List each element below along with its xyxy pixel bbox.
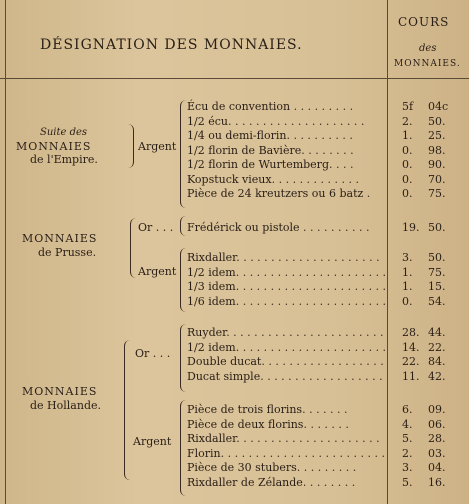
- rate-francs: 0.: [402, 187, 413, 200]
- rate-francs: 11.: [402, 369, 420, 383]
- metal-label-or: Or . . .: [135, 347, 171, 360]
- brace: [180, 100, 186, 208]
- coin-label: Rixdaller: [187, 432, 237, 445]
- coin-label: 1/2 florin de Wurtemberg: [187, 158, 329, 171]
- coin-label: 1/2 florin de Bavière: [187, 143, 302, 157]
- coin-name: [187, 222, 369, 233]
- rate-francs: 5f: [402, 100, 414, 113]
- coin-name: [187, 342, 386, 353]
- rate-centimes: 50.: [428, 221, 446, 234]
- leader-dots: . . . . . . .: [302, 403, 348, 416]
- coin-name: [187, 404, 348, 415]
- coin-label: Frédérick ou pistole: [187, 221, 300, 234]
- brace: [180, 248, 186, 312]
- monnaies-header: MONNAIES.: [394, 59, 461, 69]
- coin-label: Pièce de trois florins: [187, 403, 303, 416]
- leader-dots: . . . . . . . .: [301, 143, 354, 157]
- leader-dots: . . . . . . . . . . . . . . . . . . . . . .: [235, 265, 387, 279]
- leader-dots: . . . . . . . . . .: [286, 129, 353, 142]
- brace: [128, 124, 134, 168]
- leader-dots: . . . . . . . . . . . . . . . . . . . . . . . .: [220, 446, 385, 460]
- rate-francs: 1.: [402, 129, 413, 142]
- rate-francs: 14.: [402, 340, 420, 354]
- rate-francs: 22.: [402, 355, 420, 368]
- rate-francs: 5.: [402, 475, 413, 489]
- section-title-line: MONNAIES: [22, 232, 98, 245]
- coin-label: 1/4 ou demi-florin: [187, 129, 287, 142]
- rate-centimes: 84.: [428, 355, 446, 368]
- coin-label: 1/3 idem: [187, 280, 236, 293]
- rate-centimes: 90.: [428, 158, 446, 171]
- coin-name: [187, 116, 364, 127]
- coin-name: [187, 448, 385, 459]
- coin-name: [187, 462, 356, 473]
- leader-dots: . . . . . . . . . . . . . . . . . . . . . .: [235, 340, 387, 354]
- designation-header: DÉSIGNATION DES MONNAIES.: [40, 37, 303, 53]
- rate-francs: 28.: [402, 326, 420, 339]
- coin-label: Rixdaller de Zélande: [187, 475, 303, 489]
- rate-centimes: 70.: [428, 172, 446, 186]
- leader-dots: . . . . . . . . . . . . . . . . . .: [260, 369, 383, 383]
- coin-label: 1/2 écu: [187, 114, 228, 128]
- header-rule: [0, 78, 469, 79]
- brace: [130, 218, 136, 278]
- metal-label-or: Or . . .: [138, 221, 174, 234]
- leader-dots: . . . . . . . . . . . . . . . . . . . . . .: [235, 294, 387, 308]
- rate-centimes: 25.: [428, 129, 446, 142]
- rate-francs: 3.: [402, 461, 413, 474]
- rate-francs: 0.: [402, 172, 413, 186]
- rate-francs: 2.: [402, 114, 413, 128]
- leader-dots: . . . . . . .: [303, 417, 349, 431]
- coin-name: [187, 159, 353, 170]
- rate-francs: 0.: [402, 158, 413, 171]
- rate-centimes: 75.: [428, 187, 446, 200]
- leader-dots: . . . . . . . .: [302, 475, 356, 489]
- coin-label: Écu de convention: [187, 100, 291, 113]
- rate-francs: 6.: [402, 403, 413, 416]
- leader-dots: . . . . . . . . . .: [299, 221, 370, 234]
- metal-label: Argent: [138, 265, 177, 278]
- rate-centimes: 42.: [428, 369, 446, 383]
- coin-name: [187, 267, 386, 278]
- coin-label: 1/2 idem: [187, 265, 236, 279]
- coin-name: [187, 281, 386, 292]
- rate-centimes: 09.: [428, 403, 446, 416]
- leader-dots: . . . . . . . . . . . . . . . . . . . . . .: [235, 280, 387, 293]
- coin-label: Pièce de 30 stubers: [187, 461, 297, 474]
- coin-label: Double ducat: [187, 355, 262, 368]
- rate-centimes: 04.: [428, 461, 446, 474]
- cours-header: COURS: [398, 15, 450, 29]
- rate-francs: 0.: [402, 294, 413, 308]
- coin-label: 1/6 idem: [187, 294, 236, 308]
- coin-label: 1/2 idem: [187, 340, 236, 354]
- coin-name: [187, 188, 370, 199]
- rate-centimes: 15.: [428, 280, 446, 293]
- rate-centimes: 03.: [428, 446, 446, 460]
- brace: [180, 400, 186, 496]
- rate-francs: 2.: [402, 446, 413, 460]
- coin-name: [187, 130, 353, 141]
- section-title-line: MONNAIES: [22, 385, 98, 398]
- rate-centimes: 44.: [428, 326, 446, 339]
- coin-label: Pièce de 24 kreutzers ou 6 batz: [187, 187, 364, 200]
- section-title-line: de Hollande.: [30, 399, 101, 412]
- leader-dots: . . . . . . . . . . . . . . . . . .: [261, 355, 384, 368]
- coin-name: [187, 252, 380, 263]
- leader-dots: .: [363, 187, 371, 200]
- column-divider: [387, 0, 388, 504]
- rate-centimes: 22.: [428, 340, 446, 354]
- leader-dots: . . . . . . . . .: [296, 461, 357, 474]
- rate-francs: 3.: [402, 251, 413, 264]
- rate-centimes: 28.: [428, 432, 446, 445]
- brace: [180, 216, 186, 236]
- leader-dots: . . . . . . . . . . . . . . . . . . . .: [227, 114, 365, 128]
- coin-name: [187, 419, 349, 430]
- rate-centimes: 98.: [428, 143, 446, 157]
- section-title-line: MONNAIES: [16, 140, 92, 153]
- coin-label: Kopstuck vieux: [187, 172, 272, 186]
- leader-dots: . . . . . . . . . . . . . . . . . . . . .: [236, 251, 380, 264]
- metal-label: Argent: [138, 140, 177, 153]
- rate-francs: 4.: [402, 417, 413, 431]
- metal-label: Argent: [133, 435, 172, 448]
- rate-centimes: 04c: [428, 100, 449, 113]
- coin-label: Ruyder: [187, 326, 227, 339]
- coin-name: [187, 296, 386, 307]
- rate-centimes: 50.: [428, 114, 446, 128]
- leader-dots: . . . . . . . . . . . . . . . . . . . . . . .: [226, 326, 384, 339]
- coin-label: Ducat simple: [187, 369, 261, 383]
- left-border: [5, 0, 6, 504]
- coin-name: [187, 433, 380, 444]
- des-header: des: [419, 43, 437, 54]
- section-title-line: de Prusse.: [38, 246, 97, 259]
- coin-name: [187, 356, 384, 367]
- leader-dots: . . . . . . . . . . . . . . . . . . . . .: [236, 432, 380, 445]
- leader-dots: . . . .: [328, 158, 354, 171]
- rate-francs: 1.: [402, 265, 413, 279]
- section-title-line: Suite des: [40, 127, 88, 138]
- section-title-line: de l'Empire.: [30, 153, 98, 166]
- rate-centimes: 06.: [428, 417, 446, 431]
- coin-label: Florin: [187, 446, 221, 460]
- coin-name: [187, 371, 383, 382]
- rate-centimes: 54.: [428, 294, 446, 308]
- coin-name: [187, 101, 353, 112]
- brace: [124, 340, 130, 480]
- rate-francs: 0.: [402, 143, 413, 157]
- leader-dots: . . . . . . . . . . . . .: [271, 172, 360, 186]
- leader-dots: . . . . . . . . .: [290, 100, 354, 113]
- coin-label: Pièce de deux florins: [187, 417, 304, 431]
- coin-name: [187, 145, 354, 156]
- rate-centimes: 75.: [428, 265, 446, 279]
- rate-francs: 1.: [402, 280, 413, 293]
- rate-francs: 5.: [402, 432, 413, 445]
- coin-name: [187, 327, 384, 338]
- coin-label: Rixdaller: [187, 251, 237, 264]
- rate-centimes: 16.: [428, 475, 446, 489]
- coin-name: [187, 174, 359, 185]
- rate-francs: 19.: [402, 221, 420, 234]
- brace: [180, 324, 186, 392]
- rate-centimes: 50.: [428, 251, 446, 264]
- coin-name: [187, 477, 355, 488]
